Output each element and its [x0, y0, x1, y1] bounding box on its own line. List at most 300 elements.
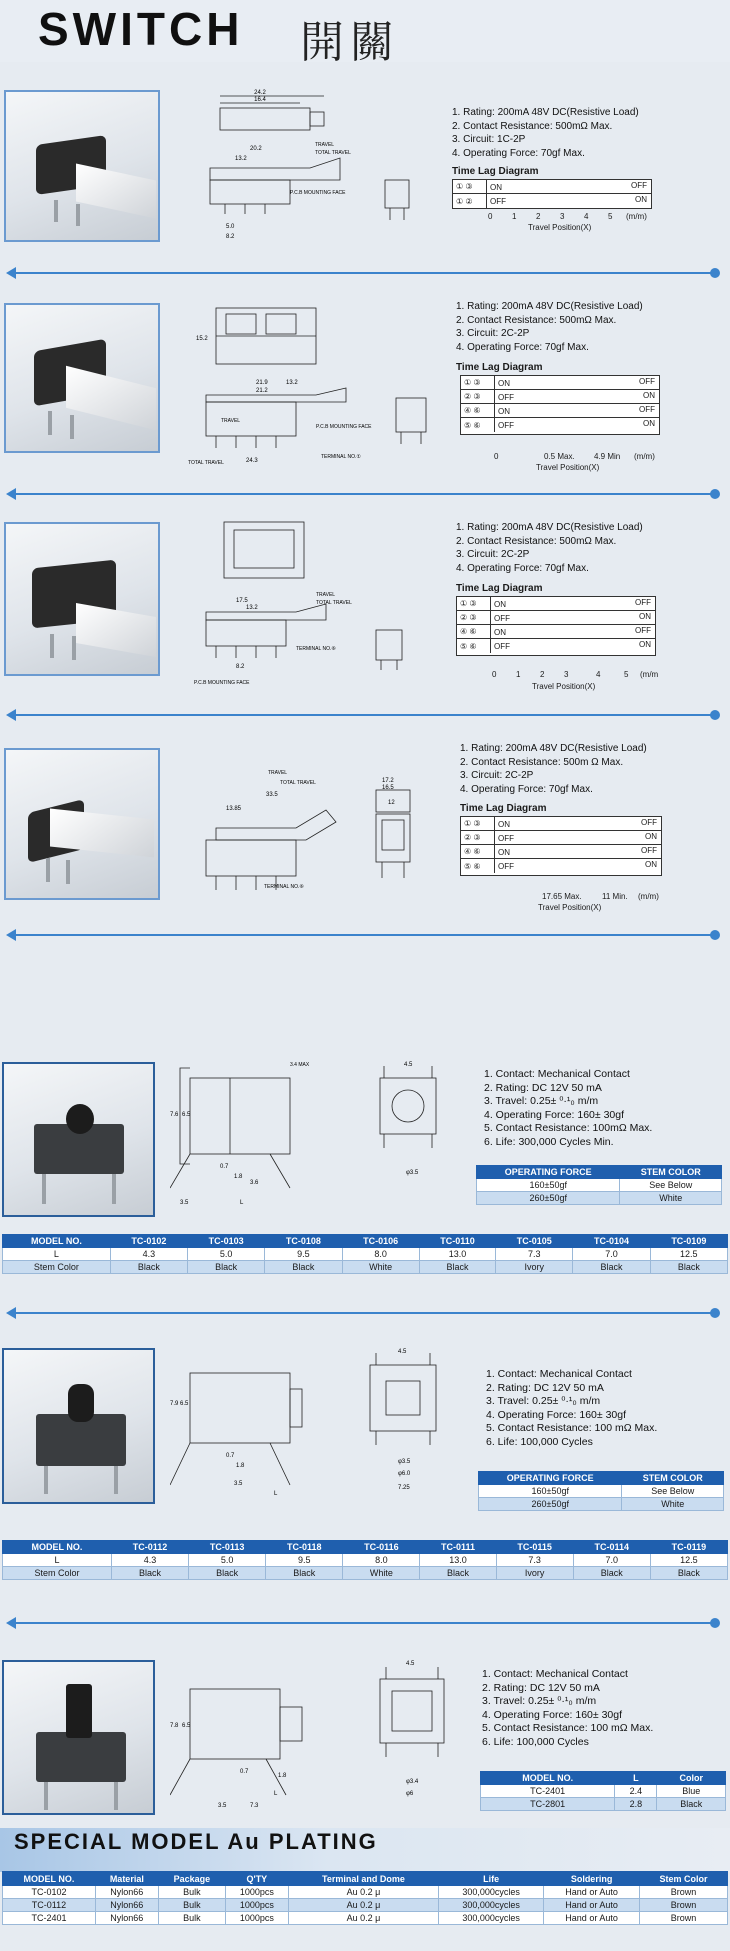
- table-cell: Stem Color: [3, 1567, 112, 1580]
- timelag-row: [461, 376, 659, 390]
- spec-line: 2. Contact Resistance: 500m Ω Max.: [460, 756, 624, 768]
- timelag-row: [453, 194, 651, 208]
- dim-label: 24.3: [246, 458, 258, 464]
- dim-label: 16.4: [254, 97, 266, 103]
- spec-line: 3. Circuit: 2C-2P: [460, 770, 534, 781]
- table-cell: Au 0.2 μ: [288, 1899, 438, 1912]
- spec-line: 4. Operating Force: 70gf Max.: [456, 562, 589, 574]
- specs-tc0112: [486, 1368, 657, 1450]
- dim-label: φ3.5: [406, 1170, 419, 1176]
- state-label: ON: [498, 407, 510, 416]
- specs-tc2401: [482, 1668, 653, 1750]
- pins-label: ④ ⑥: [461, 404, 495, 417]
- table-cell: See Below: [620, 1179, 722, 1192]
- section-divider: [12, 1312, 718, 1314]
- force-table-tc0112: [478, 1471, 724, 1511]
- table-header: Material: [95, 1872, 158, 1886]
- table-cell: Nylon66: [95, 1899, 158, 1912]
- dim-label: 3.5: [218, 1803, 227, 1809]
- dimension-drawing-4: [176, 770, 461, 920]
- axis-tick: 2: [540, 670, 545, 679]
- dim-label: L: [274, 1491, 278, 1497]
- state-label: ON: [494, 600, 506, 609]
- dim-label: φ6: [406, 1791, 414, 1797]
- table-header: MODEL NO.: [481, 1772, 615, 1785]
- table-header: L: [615, 1772, 657, 1785]
- dim-label: P.C.B MOUNTING FACE: [290, 190, 346, 196]
- dim-label: 3.4 MAX: [290, 1062, 310, 1068]
- axis-label: Travel Position(X): [528, 223, 592, 232]
- model-table-tc0112: [2, 1540, 728, 1580]
- page-title-cn: 開關: [300, 17, 400, 68]
- state-label: ON: [635, 195, 647, 204]
- state-label: OFF: [635, 626, 651, 635]
- axis-label: Travel Position(X): [536, 463, 600, 472]
- timelag-title: Time Lag Diagram: [456, 583, 543, 594]
- dim-label: TERMINAL NO.⑥: [296, 646, 336, 652]
- spec-line: 5. Contact Resistance: 100 mΩ Max.: [482, 1722, 654, 1735]
- table-header: TC-0103: [188, 1235, 265, 1248]
- spec-line: 1. Contact: Mechanical Contact: [482, 1668, 628, 1680]
- table-header: MODEL NO.: [3, 1872, 96, 1886]
- spec-line: 3. Circuit: 2C-2P: [456, 549, 530, 560]
- table-cell: Black: [265, 1261, 342, 1274]
- axis-tick: 5: [624, 670, 629, 679]
- timelag-row: [457, 625, 655, 639]
- table-cell: 8.0: [343, 1554, 420, 1567]
- table-header: TC-0112: [111, 1541, 188, 1554]
- table-cell: White: [342, 1261, 419, 1274]
- table-cell: Black: [650, 1261, 727, 1274]
- state-label: OFF: [639, 377, 655, 386]
- switch-photo-4: [4, 748, 160, 900]
- table-row: [477, 1192, 722, 1205]
- spec-line: 2. Contact Resistance: 500mΩ Max.: [452, 120, 613, 132]
- table-cell: Black: [573, 1567, 650, 1580]
- axis-tick: 1: [512, 212, 517, 221]
- table-cell: 12.5: [650, 1248, 727, 1261]
- axis-unit: (m/m): [638, 892, 659, 901]
- table-cell: Hand or Auto: [544, 1899, 640, 1912]
- tact-photo-3: [2, 1660, 155, 1815]
- dim-label: TRAVEL: [315, 142, 335, 148]
- dim-label: 3.5: [234, 1481, 243, 1487]
- timelag-row: [453, 180, 651, 194]
- tact-photo-1: [2, 1062, 155, 1217]
- table-cell: Black: [657, 1798, 726, 1811]
- spec-line: 1. Contact: Mechanical Contact: [486, 1368, 632, 1380]
- spec-line: 2. Rating: DC 12V 50 mA: [482, 1681, 600, 1694]
- table-cell: Black: [111, 1567, 188, 1580]
- dimension-drawing-3: [186, 520, 451, 688]
- dim-label: 8.2: [236, 664, 245, 670]
- section-divider: [12, 714, 718, 716]
- table-cell: Black: [419, 1261, 495, 1274]
- timelag-title: Time Lag Diagram: [452, 166, 539, 177]
- table-cell: Brown: [640, 1886, 728, 1899]
- table-row: [3, 1554, 728, 1567]
- model-table-tc0102: [2, 1234, 728, 1274]
- table-cell: Nylon66: [95, 1886, 158, 1899]
- pins-label: ② ③: [461, 831, 495, 844]
- state-label: OFF: [490, 197, 506, 206]
- spec-line: 1. Rating: 200mA 48V DC(Resistive Load): [456, 301, 643, 312]
- table-header: Terminal and Dome: [288, 1872, 438, 1886]
- spec-line: 3. Travel: 0.25± ⁰·¹₀ m/m: [482, 1695, 597, 1708]
- dim-label: TOTAL TRAVEL: [316, 600, 352, 606]
- axis-tick: 1: [516, 670, 521, 679]
- switch-photo-2: [4, 303, 160, 453]
- table-cell: Black: [420, 1567, 496, 1580]
- dim-label: 24.2: [254, 90, 266, 96]
- section-divider: [12, 493, 718, 495]
- timelag-diagram: [452, 179, 652, 209]
- spec-line: 3. Circuit: 2C-2P: [456, 328, 530, 339]
- table-cell: TC-2401: [3, 1912, 96, 1925]
- pins-label: ⑤ ⑥: [457, 639, 491, 653]
- table-header: TC-0119: [650, 1541, 727, 1554]
- table-cell: Bulk: [158, 1899, 225, 1912]
- spec-line: 4. Operating Force: 70gf Max.: [460, 783, 593, 795]
- table-cell: 300,000cycles: [439, 1912, 544, 1925]
- dim-label: TOTAL TRAVEL: [188, 460, 224, 466]
- table-header: Color: [657, 1772, 726, 1785]
- table-cell: L: [3, 1248, 111, 1261]
- axis-tick: 0: [488, 212, 493, 221]
- dim-label: 17.2: [382, 778, 394, 784]
- spec-line: 3. Travel: 0.25± ⁰·¹₀ m/m: [484, 1095, 599, 1108]
- dim-label: TRAVEL: [268, 770, 288, 776]
- table-cell: 2.8: [615, 1798, 657, 1811]
- table-cell: Au 0.2 μ: [288, 1886, 438, 1899]
- table-cell: Bulk: [158, 1912, 225, 1925]
- timelag-row: [461, 404, 659, 418]
- special-title: SPECIAL MODEL Au PLATING: [14, 1829, 378, 1854]
- table-cell: Black: [188, 1261, 265, 1274]
- table-row: [3, 1912, 728, 1925]
- table-header: TC-0114: [573, 1541, 650, 1554]
- state-label: OFF: [631, 181, 647, 190]
- table-cell: Blue: [657, 1785, 726, 1798]
- table-header: TC-0109: [650, 1235, 727, 1248]
- timelag-diagram: [456, 596, 656, 656]
- spec-line: 6. Life: 100,000 Cycles: [482, 1735, 589, 1748]
- spec-line: 6. Life: 100,000 Cycles: [486, 1435, 593, 1448]
- timelag-row: [461, 418, 659, 432]
- spec-line: 5. Contact Resistance: 100mΩ Max.: [484, 1122, 653, 1135]
- timelag-row: [457, 639, 655, 653]
- pins-label: ① ③: [453, 180, 487, 193]
- table-header: Stem Color: [640, 1872, 728, 1886]
- dim-label: 0.7: [226, 1453, 235, 1459]
- state-label: ON: [645, 832, 657, 841]
- axis-tick: 4: [596, 670, 601, 679]
- table-cell: 9.5: [265, 1248, 342, 1261]
- state-label: ON: [498, 820, 510, 829]
- specs-2: [456, 300, 643, 354]
- table-cell: TC-2801: [481, 1798, 615, 1811]
- spec-line: 1. Contact: Mechanical Contact: [484, 1068, 630, 1080]
- table-cell: Nylon66: [95, 1912, 158, 1925]
- spec-line: 1. Rating: 200mA 48V DC(Resistive Load): [452, 107, 639, 118]
- dim-label: P.C.B MOUNTING FACE: [194, 680, 250, 686]
- table-header: STEM COLOR: [622, 1472, 724, 1485]
- table-header: Q'TY: [225, 1872, 288, 1886]
- table-cell: Stem Color: [3, 1261, 111, 1274]
- pins-label: ① ③: [461, 376, 495, 389]
- table-cell: White: [622, 1498, 724, 1511]
- table-row: [3, 1261, 728, 1274]
- table-cell: 7.3: [496, 1554, 573, 1567]
- pins-label: ① ③: [461, 817, 495, 830]
- state-label: OFF: [639, 405, 655, 414]
- dim-label: 8.2: [226, 234, 235, 240]
- table-header: TC-0104: [573, 1235, 650, 1248]
- table-cell: Black: [266, 1567, 343, 1580]
- table-cell: 5.0: [188, 1248, 265, 1261]
- specs-tc0102: [484, 1068, 652, 1150]
- dim-label: 0.7: [240, 1769, 249, 1775]
- dim-label: 3.6: [250, 1180, 259, 1186]
- axis-tick: 4: [584, 212, 589, 221]
- spec-line: 2. Contact Resistance: 500mΩ Max.: [456, 535, 617, 547]
- section-divider: [12, 1622, 718, 1624]
- section-divider: [12, 272, 718, 274]
- table-cell: Hand or Auto: [544, 1912, 640, 1925]
- timelag-diagram: [460, 816, 662, 876]
- dim-label: φ6.0: [398, 1471, 411, 1477]
- table-row: [479, 1498, 724, 1511]
- dimension-drawing-tc0102: [170, 1058, 460, 1208]
- state-label: OFF: [641, 818, 657, 827]
- state-label: OFF: [498, 834, 514, 843]
- dim-label: 13.85: [226, 806, 242, 812]
- timelag-row: [461, 817, 661, 831]
- table-cell: Brown: [640, 1899, 728, 1912]
- timelag-row: [461, 859, 661, 873]
- spec-line: 2. Rating: DC 12V 50 mA: [486, 1381, 604, 1394]
- table-header: TC-0116: [343, 1541, 420, 1554]
- axis-tick: 17.65 Max.: [542, 892, 582, 901]
- table-header: Package: [158, 1872, 225, 1886]
- dim-label: 20.2: [250, 146, 262, 152]
- dim-label: 7.8: [170, 1723, 179, 1729]
- state-label: OFF: [641, 846, 657, 855]
- dim-label: 13.2: [286, 380, 298, 386]
- dim-label: 12: [388, 800, 395, 806]
- timelag-row: [457, 597, 655, 611]
- spec-line: 2. Rating: DC 12V 50 mA: [484, 1081, 602, 1094]
- state-label: OFF: [494, 642, 510, 651]
- spec-line: 1. Rating: 200mA 48V DC(Resistive Load): [460, 743, 647, 754]
- table-cell: 1000pcs: [225, 1899, 288, 1912]
- dim-label: TRAVEL: [221, 418, 241, 424]
- axis-tick: 0.5 Max.: [544, 452, 575, 461]
- table-header: TC-0115: [496, 1541, 573, 1554]
- dim-label: 21.2: [256, 388, 268, 394]
- spec-line: 6. Life: 300,000 Cycles Min.: [484, 1135, 614, 1148]
- table-header: MODEL NO.: [3, 1235, 111, 1248]
- model-table-tc2401: [480, 1771, 726, 1811]
- table-header: TC-0110: [419, 1235, 495, 1248]
- dim-label: 33.5: [266, 792, 278, 798]
- dim-label: 4.5: [398, 1349, 407, 1355]
- dim-label: 1.8: [236, 1463, 245, 1469]
- state-label: ON: [490, 183, 502, 192]
- dim-label: 4.5: [406, 1661, 415, 1667]
- table-header: OPERATING FORCE: [477, 1166, 620, 1179]
- table-row: [3, 1248, 728, 1261]
- axis-tick: 11 Min.: [602, 892, 628, 901]
- axis-tick: 5: [608, 212, 613, 221]
- table-cell: Black: [189, 1567, 266, 1580]
- dim-label: TERMINAL NO.⑥: [264, 884, 304, 890]
- table-cell: 260±50gf: [479, 1498, 622, 1511]
- table-header: TC-0106: [342, 1235, 419, 1248]
- table-cell: 5.0: [189, 1554, 266, 1567]
- table-header: TC-0105: [496, 1235, 573, 1248]
- table-cell: Black: [650, 1567, 727, 1580]
- state-label: ON: [639, 640, 651, 649]
- table-cell: 4.3: [110, 1248, 187, 1261]
- dim-label: 6.5: [182, 1112, 191, 1118]
- state-label: OFF: [498, 421, 514, 430]
- specs-3: [456, 521, 643, 575]
- axis-tick: 4.9 Min: [594, 452, 621, 461]
- dim-label: 1.8: [278, 1773, 287, 1779]
- table-cell: 1000pcs: [225, 1912, 288, 1925]
- table-cell: Ivory: [496, 1261, 573, 1274]
- table-cell: TC-0112: [3, 1899, 96, 1912]
- pins-label: ② ③: [457, 611, 491, 624]
- table-header: TC-0108: [265, 1235, 342, 1248]
- axis-unit: (m/m): [626, 212, 647, 221]
- page-header: [0, 0, 730, 68]
- dim-label: 3.5: [180, 1200, 189, 1206]
- pins-label: ② ③: [461, 390, 495, 403]
- dimension-drawing-tc2401: [170, 1655, 460, 1815]
- dimension-drawing-1: [190, 88, 450, 248]
- table-cell: Au 0.2 μ: [288, 1912, 438, 1925]
- axis-tick: 3: [564, 670, 569, 679]
- dim-label: 6.5: [180, 1401, 189, 1407]
- table-cell: Ivory: [496, 1567, 573, 1580]
- dim-label: 7.6: [170, 1112, 179, 1118]
- table-cell: 300,000cycles: [439, 1886, 544, 1899]
- timelag-row: [461, 845, 661, 859]
- section-divider: [12, 934, 718, 936]
- axis-tick: 3: [560, 212, 565, 221]
- spec-line: 4. Operating Force: 160± 30gf: [486, 1408, 627, 1421]
- axis-tick: 0: [494, 452, 499, 461]
- table-row: [481, 1798, 726, 1811]
- axis-unit: (m/m: [640, 670, 659, 679]
- dim-label: TRAVEL: [316, 592, 336, 598]
- axis-unit: (m/m): [634, 452, 655, 461]
- table-cell: 13.0: [419, 1248, 495, 1261]
- table-cell: Brown: [640, 1912, 728, 1925]
- dim-label: φ3.4: [406, 1779, 419, 1785]
- table-cell: 7.0: [573, 1554, 650, 1567]
- axis-label: Travel Position(X): [538, 903, 602, 912]
- table-row: [477, 1179, 722, 1192]
- timelag-row: [457, 611, 655, 625]
- pins-label: ① ③: [457, 597, 491, 610]
- table-header: TC-0111: [420, 1541, 496, 1554]
- dim-label: 21.9: [256, 380, 268, 386]
- state-label: OFF: [498, 393, 514, 402]
- table-cell: TC-2401: [481, 1785, 615, 1798]
- special-table: [2, 1871, 728, 1925]
- page-title: SWITCH: [38, 3, 244, 55]
- spec-line: 4. Operating Force: 70gf Max.: [456, 341, 589, 353]
- table-row: [3, 1899, 728, 1912]
- pins-label: ⑤ ⑥: [461, 859, 495, 873]
- dim-label: 0.7: [220, 1164, 229, 1170]
- spec-line: 4. Operating Force: 70gf Max.: [452, 147, 585, 159]
- timelag-title: Time Lag Diagram: [460, 803, 547, 814]
- table-cell: 12.5: [650, 1554, 727, 1567]
- state-label: ON: [645, 860, 657, 869]
- state-label: OFF: [494, 614, 510, 623]
- table-cell: White: [620, 1192, 722, 1205]
- table-cell: Hand or Auto: [544, 1886, 640, 1899]
- dim-label: TERMINAL NO.①: [321, 454, 361, 460]
- axis-tick: 0: [492, 670, 497, 679]
- state-label: ON: [643, 391, 655, 400]
- pins-label: ④ ⑥: [461, 845, 495, 858]
- table-cell: 160±50gf: [477, 1179, 620, 1192]
- table-cell: 300,000cycles: [439, 1899, 544, 1912]
- pins-label: ① ②: [453, 194, 487, 208]
- dim-label: TOTAL TRAVEL: [280, 780, 316, 786]
- table-cell: Black: [110, 1261, 187, 1274]
- table-cell: TC-0102: [3, 1886, 96, 1899]
- spec-line: 2. Contact Resistance: 500mΩ Max.: [456, 314, 617, 326]
- dim-label: 13.2: [235, 156, 247, 162]
- dim-label: 15.2: [196, 336, 208, 342]
- dim-label: TOTAL TRAVEL: [315, 150, 351, 156]
- specs-4: [460, 742, 647, 796]
- table-row: [481, 1785, 726, 1798]
- table-cell: 7.0: [573, 1248, 650, 1261]
- tact-photo-2: [2, 1348, 155, 1504]
- dim-label: P.C.B MOUNTING FACE: [316, 424, 372, 430]
- dim-label: 7.25: [398, 1485, 410, 1491]
- table-cell: 2.4: [615, 1785, 657, 1798]
- dim-label: 7.3: [250, 1803, 259, 1809]
- table-header: MODEL NO.: [3, 1541, 112, 1554]
- table-row: [3, 1567, 728, 1580]
- spec-line: 5. Contact Resistance: 100 mΩ Max.: [486, 1422, 658, 1435]
- dim-label: L: [274, 1791, 278, 1797]
- spec-line: 3. Circuit: 1C-2P: [452, 134, 526, 145]
- axis-label: Travel Position(X): [532, 682, 596, 691]
- timelag-row: [461, 390, 659, 404]
- timelag-title: Time Lag Diagram: [456, 362, 543, 373]
- spec-line: 3. Travel: 0.25± ⁰·¹₀ m/m: [486, 1395, 601, 1408]
- table-header: TC-0102: [110, 1235, 187, 1248]
- state-label: ON: [498, 379, 510, 388]
- table-cell: White: [343, 1567, 420, 1580]
- pins-label: ⑤ ⑥: [461, 418, 495, 432]
- table-cell: Black: [573, 1261, 650, 1274]
- pins-label: ④ ⑥: [457, 625, 491, 638]
- dim-label: 17.5: [236, 598, 248, 604]
- table-row: [479, 1485, 724, 1498]
- spec-line: 4. Operating Force: 160± 30gf: [484, 1108, 625, 1121]
- specs-1: [452, 106, 639, 160]
